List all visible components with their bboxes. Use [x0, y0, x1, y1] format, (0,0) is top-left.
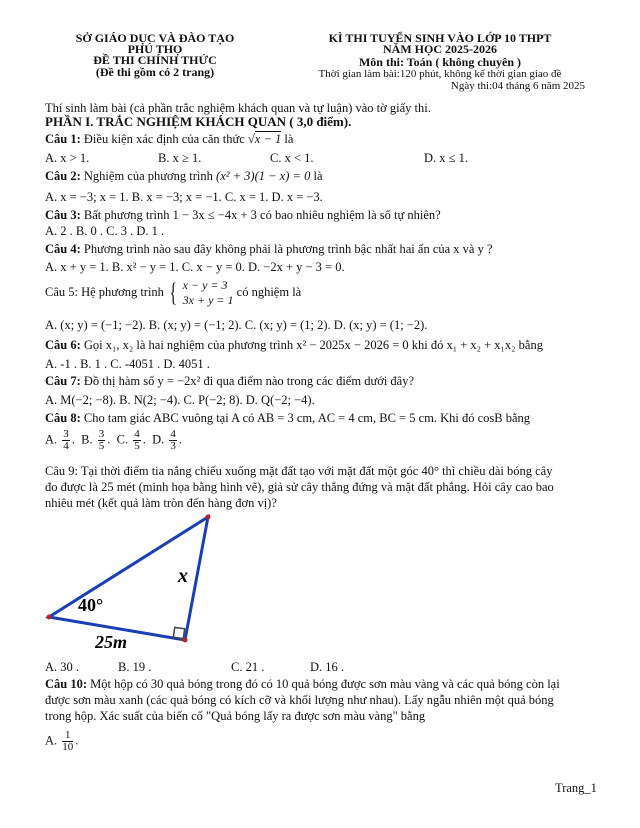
question-3: Câu 3: Bất phương trình 1 − 3x ≤ −4x + 3 có bao nhiêu nghiệm là số tự nhiên?	[45, 208, 441, 222]
q5-options: A. (x; y) = (−1; −2). B. (x; y) = (−1; 2). C. (x; y) = (1; 2). D. (x; y) = (1; −2).	[45, 318, 428, 332]
exam-title: KÌ THI TUYỂN SINH VÀO LỚP 10 THPT	[328, 31, 552, 45]
question-2: Câu 2: Nghiệm của phương trình (x² + 3)(1 − x) = 0 là	[45, 169, 323, 183]
q9-option-c: C. 21 .	[231, 660, 265, 674]
exam-date: Ngày thi:04 tháng 6 năm 2025	[450, 80, 585, 92]
question-6: Câu 6: Gọi x₁, x₂ là hai nghiệm của phương trình x² − 2025x − 2026 = 0 khi đó x₁ + x₂ + x₁x₂ bằng	[45, 338, 543, 352]
question-8: Câu 8: Cho tam giác ABC vuông tại A có AB = 3 cm, AC = 4 cm, BC = 5 cm. Khi đó cosB bằng	[45, 411, 531, 425]
q1-option-c: C. x < 1.	[270, 151, 314, 165]
question-7: Câu 7: Đồ thị hàm số y = −2x² đi qua điểm nào trong các điểm dưới đây?	[45, 374, 415, 388]
question-5: Câu 5: Hệ phương trình { x − y = 3 3x + y = 1 có nghiệm là	[45, 278, 302, 307]
fraction-1-10: $\frac{1}{10}$	[62, 729, 74, 753]
fraction-3-5: $\frac{3}{5}$	[98, 428, 105, 452]
q4-options: A. x + y = 1. B. x² − y = 1. C. x − y = 0. D. −2x + y − 3 = 0.	[45, 260, 345, 274]
time-limit: Thời gian làm bài:120 phút, không kể thời gian giao đề	[318, 68, 562, 80]
q9-option-b: B. 19 .	[118, 660, 152, 674]
vertex-left	[47, 615, 52, 620]
question-9-line-2: đo được là 25 mét (minh họa bằng hình vẽ), giả sử cây thẳng đứng và mặt đất phẳng. Hỏi cây cao bao	[45, 480, 554, 494]
question-1: Câu 1: Điều kiện xác định của căn thức √x − 1 là	[45, 132, 294, 146]
q8-options: A. $\frac{3}{4}$ . B. $\frac{3}{5}$ . C. $\frac{4}{5}$ . D. $\frac{4}{3}$ .	[45, 428, 182, 452]
sqrt-expression: √x − 1	[247, 132, 282, 146]
fraction-4-3: $\frac{4}{3}$	[170, 428, 176, 452]
section-title: PHẦN I. TRẮC NGHIỆM KHÁCH QUAN ( 3,0 điểm).	[45, 114, 352, 129]
question-9-line-3: nhiêu mét (kết quả làm tròn đến hàng đơn vị)?	[45, 496, 277, 510]
q9-option-a: A. 30 .	[45, 660, 80, 674]
fraction-4-5: $\frac{4}{5}$	[134, 428, 140, 452]
province-name: PHÚ THỌ	[127, 42, 183, 56]
page-count-note: (Đề thi gồm có 2 trang)	[95, 65, 215, 79]
q1-option-b: B. x ≥ 1.	[158, 151, 202, 165]
q10-option-a: A. $\frac{1}{10}$ .	[45, 729, 79, 753]
right-angle-marker	[173, 627, 184, 638]
q1-option-a: A. x > 1.	[45, 151, 90, 165]
q1-option-d: D. x ≤ 1.	[424, 151, 469, 165]
question-10-line-3: trong hộp. Xác suất của biến cố "Quả bóng lấy ra được sơn màu vàng" bằng	[45, 709, 426, 723]
school-year: NĂM HỌC 2025-2026	[383, 42, 497, 56]
triangle-figure	[40, 510, 220, 650]
vertex-top	[206, 515, 211, 520]
subject: Môn thi: Toán ( không chuyên )	[358, 55, 522, 69]
official-exam-label: ĐỀ THI CHÍNH THỨC	[93, 53, 217, 67]
instructions: Thí sinh làm bài (cả phần trắc nghiệm khách quan và tự luận) vào tờ giấy thi.	[45, 101, 431, 115]
label-x: x	[178, 565, 188, 587]
page-number: Trang_1	[555, 781, 597, 795]
question-9-line-1: Câu 9: Tại thời điểm tia nắng chiếu xuống mặt đất tạo với mặt đất một góc 40° thì chiều dài bóng cây	[45, 464, 553, 478]
q2-options: A. x = −3; x = 1. B. x = −3; x = −1. C. x = 1. D. x = −3.	[45, 190, 323, 204]
question-10-line-2: được sơn màu xanh (các quả bóng có kích cỡ và khối lượng như nhau). Lấy ngẫu nhiên một quả bóng	[45, 693, 554, 707]
q7-options: A. M(−2; −8). B. N(2; −4). C. P(−2; 8). D. Q(−2; −4).	[45, 393, 315, 407]
system-brace: {	[169, 278, 178, 307]
label-angle: 40°	[78, 595, 104, 615]
equation-system: x − y = 3 3x + y = 1	[182, 278, 234, 307]
question-4: Câu 4: Phương trình nào sau đây không phải là phương trình bậc nhất hai ẩn của x và y ?	[45, 242, 493, 256]
q6-options: A. -1 . B. 1 . C. -4051 . D. 4051 .	[45, 357, 210, 371]
fraction-3-4: $\frac{3}{4}$	[63, 428, 69, 452]
question-10-line-1: Câu 10: Một hộp có 30 quả bóng trong đó có 10 quả bóng được sơn màu vàng và các quả bóng còn lại	[45, 677, 560, 691]
label-base: 25m	[95, 632, 128, 650]
vertex-right	[183, 638, 188, 643]
dept-name: SỞ GIÁO DỤC VÀ ĐÀO TẠO	[75, 31, 235, 45]
q9-option-d: D. 16 .	[310, 660, 345, 674]
q3-options: A. 2 . B. 0 . C. 3 . D. 1 .	[45, 224, 165, 238]
